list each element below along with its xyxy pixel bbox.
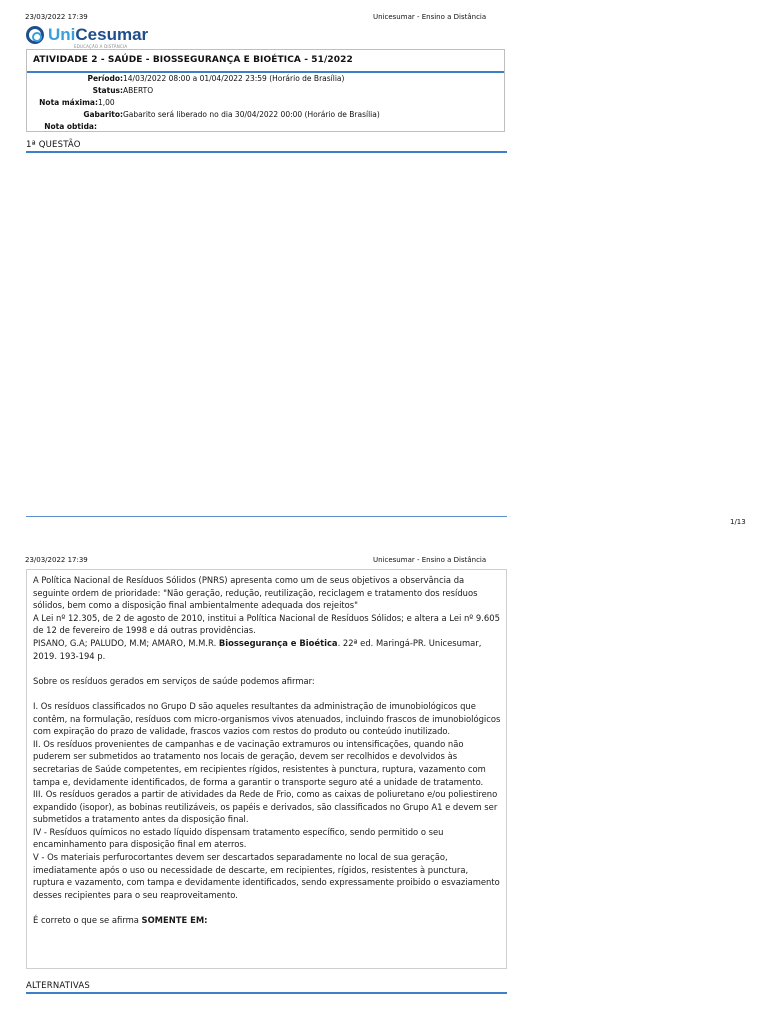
answer-key-label: Gabarito: [83, 110, 123, 119]
question-prompt: Sobre os resíduos gerados em serviços de saúde podemos afirmar: [33, 675, 315, 686]
print-date: 23/03/2022 17:39 [25, 13, 88, 21]
period-value: 14/03/2022 08:00 a 01/04/2022 23:59 (Horário de Brasília) [123, 74, 345, 83]
statement-item: IV - Resíduos químicos no estado líquido dispensam tratamento específico, sendo permitido o seu encaminhamento para disposição final em aterros. [33, 826, 444, 850]
status-value: ABERTO [123, 86, 154, 95]
print-site-title: Unicesumar - Ensino a Distância [373, 556, 487, 564]
question-law-note: A Lei nº 12.305, de 2 de agosto de 2010, institui a Política Nacional de Resíduos Sólidos; e altera a Lei nº 9.605 de 12 de fevereiro de 1998 e dá outras providências. [33, 612, 500, 636]
unicesumar-logo-icon [26, 26, 44, 44]
question-heading: 1ª QUESTÃO [26, 140, 81, 150]
statement-item: I. Os resíduos classificados no Grupo D são aqueles resultantes da administração de imunobiológicos que contêm, na formulação, resíduos com micro-organismos vivos atenuados, incluindo frascos de imunobiológicos com expiração do prazo de validade, frascos vazios com restos do produto ou conteúdo inutilizado. [33, 700, 501, 737]
status-label: Status: [92, 86, 123, 95]
status-row [27, 85, 497, 97]
question-heading-rule [26, 151, 507, 153]
question-text [33, 574, 501, 927]
question-box [26, 569, 507, 969]
obtained-grade-label: Nota obtida: [44, 122, 97, 131]
activity-title: ATIVIDADE 2 - SAÚDE - BIOSSEGURANÇA E BIOÉTICA - 51/2022 [33, 55, 353, 65]
statement-item: II. Os resíduos provenientes de campanhas e de vacinação extramuros ou intensificações, quando não puderem ser submetidos ao tratamento nos locais de geração, devem ser recolhidos e devolvidos às secretarias de Saúde competentes, em recipientes rígidos, resistentes à punctura, ruptura, vazamento com tampa e, devidamente identificados, de forma a garantir o transporte seguro até a unidade de tratamento. [33, 738, 486, 787]
activity-info-box [26, 49, 505, 132]
answer-key-row [27, 109, 497, 121]
alternatives-heading-rule [26, 992, 507, 994]
period-row [27, 73, 497, 85]
max-grade-label: Nota máxima: [39, 98, 98, 107]
page-number: 1/13 [730, 518, 746, 526]
page-bottom-rule [26, 516, 507, 517]
statement-item: V - Os materiais perfurocortantes devem ser descartados separadamente no local de sua geração, imediatamente após o uso ou necessidade de descarte, em recipientes, rígidos, resistentes à punctura, ruptura e vazamento, com tampa e devidamente identificados, sendo expressamente proibido o esvaziamento desses recipientes para o seu reaproveitamento. [33, 852, 500, 900]
question-reference: PISANO, G.A; PALUDO, M.M; AMARO, M.M.R. Biossegurança e Bioética. 22ª ed. Maringá-PR. Unicesumar, 2019. 193-194 p. [33, 637, 482, 661]
max-grade-row [27, 97, 497, 109]
statement-item: III. Os resíduos gerados a partir de atividades da Rede de Frio, como as caixas de poliuretano e/ou poliestireno expandido (isopor), as bobinas reutilizáveis, os papéis e derivados, são classificados no Grupo A1 e devem ser submetidos a tratamento antes da disposição final. [33, 789, 498, 825]
logo-wordmark: UniCesumar [48, 25, 149, 44]
period-label: Período: [87, 74, 123, 83]
answer-key-value: Gabarito será liberado no dia 30/04/2022 00:00 (Horário de Brasília) [123, 110, 380, 119]
print-date: 23/03/2022 17:39 [25, 556, 88, 564]
obtained-grade-row [27, 121, 497, 133]
reference-book-title: Biossegurança e Bioética [218, 637, 338, 648]
logo-tagline: EDUCAÇÃO A DISTÂNCIA [74, 44, 128, 49]
print-site-title: Unicesumar - Ensino a Distância [373, 13, 487, 21]
max-grade-value: 1,00 [98, 98, 115, 107]
unicesumar-logo [26, 25, 156, 49]
question-closing: É correto o que se afirma SOMENTE EM: [33, 915, 208, 926]
question-intro: A Política Nacional de Resíduos Sólidos (PNRS) apresenta como um de seus objetivos a observância da seguinte ordem de prioridade: "Não geração, redução, reutilização, reciclagem e tratamento dos resíduos sólidos, bem como a disposição final ambientalmente adequada dos rejeitos" [33, 575, 478, 611]
alternatives-heading: ALTERNATIVAS [26, 981, 90, 991]
